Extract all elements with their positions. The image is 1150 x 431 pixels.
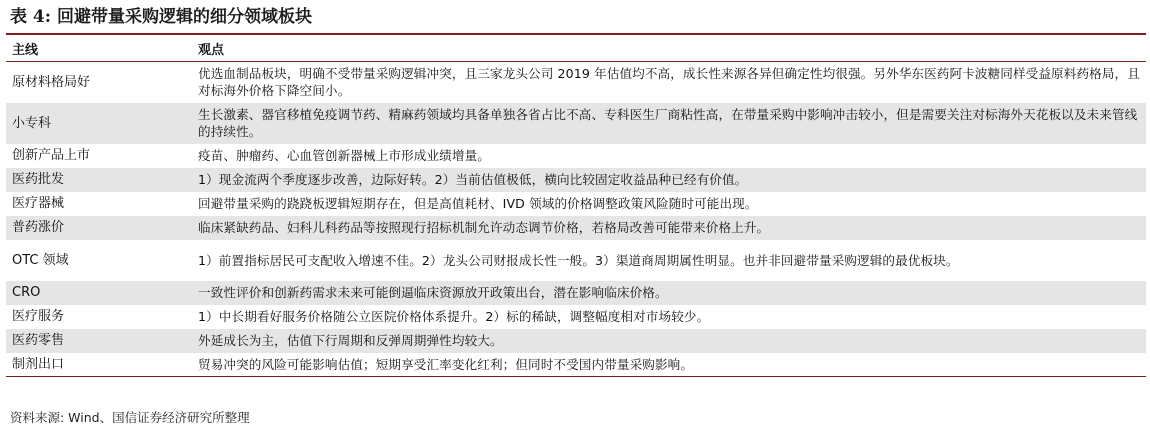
table-row	[6, 192, 1146, 216]
table-row	[6, 103, 1146, 144]
table-row	[6, 353, 1146, 377]
table-row	[6, 305, 1146, 329]
row-topic: CRO	[6, 281, 192, 305]
table-row	[6, 168, 1146, 192]
row-topic: 制剂出口	[6, 353, 192, 377]
row-view: 1）前置指标居民可支配收入增速不佳。2）龙头公司财报成长性一般。3）渠道商周期属性明显。也并非回避带量采购逻辑的最优板块。	[198, 252, 959, 268]
table-body	[6, 62, 1146, 377]
title-rule	[6, 33, 1146, 35]
table-row	[6, 240, 1146, 281]
row-view: 1）现金流两个季度逐步改善，边际好转。2）当前估值极低，横向比较固定收益品种已经有价值。	[192, 168, 1146, 192]
row-topic: 医药零售	[6, 329, 192, 353]
row-topic: 原材料格局好	[12, 74, 91, 90]
row-topic: 医疗服务	[12, 309, 65, 324]
table-header-row	[6, 36, 1146, 62]
row-view: 优选血制品板块，明确不受带量采购逻辑冲突，且三家龙头公司 2019 年估值均不高，成长性来源各异但确定性均很强。另外华东医药阿卡波糖同样受益原料药格局，且对标海外价格下降空间小。	[198, 66, 1140, 99]
row-topic: 小专科	[6, 103, 192, 144]
table-row	[6, 62, 1146, 103]
table-row	[6, 329, 1146, 353]
row-view: 生长激素、器官移植免疫调节药、精麻药领域均具备单独各省占比不高、专科医生厂商粘性高，在带量采购中影响冲击较小，但是需要关注对标海外天花板以及未来管线的持续性。	[192, 103, 1146, 144]
row-topic: 创新产品上市	[12, 148, 91, 163]
row-view: 疫苗、肿瘤药、心血管创新器械上市形成业绩增量。	[198, 148, 490, 163]
row-view: 临床紧缺药品、妇科儿科药品等按照现行招标机制允许动态调节价格，若格局改善可能带来价格上升。	[192, 216, 1146, 240]
source-note: 资料来源: Wind、国信证券经济研究所整理	[10, 410, 250, 425]
row-view: 回避带量采购的跷跷板逻辑短期存在，但是高值耗材、IVD 领域的价格调整政策风险随时可能出现。	[198, 196, 758, 211]
table-row	[6, 144, 1146, 168]
row-view: 1）中长期看好服务价格随公立医院价格体系提升。2）标的稀缺，调整幅度相对市场较少。	[198, 309, 710, 324]
header-topic: 主线	[6, 36, 192, 62]
row-view: 外延成长为主，估值下行周期和反弹周期弹性均较大。	[192, 329, 1146, 353]
table-row	[6, 281, 1146, 305]
header-view: 观点	[192, 36, 1146, 62]
row-topic: 医疗器械	[12, 196, 65, 211]
table-title: 表 4: 回避带量采购逻辑的细分领域板块	[10, 7, 312, 27]
row-view: 贸易冲突的风险可能影响估值；短期享受汇率变化红利；但同时不受国内带量采购影响。	[192, 353, 1146, 377]
row-view: 一致性评价和创新药需求未来可能倒逼临床资源放开政策出台，潜在影响临床价格。	[192, 281, 1146, 305]
row-topic: OTC 领域	[12, 252, 69, 268]
row-topic: 普药涨价	[6, 216, 192, 240]
sector-table	[6, 36, 1146, 377]
table-row	[6, 216, 1146, 240]
row-topic: 医药批发	[6, 168, 192, 192]
